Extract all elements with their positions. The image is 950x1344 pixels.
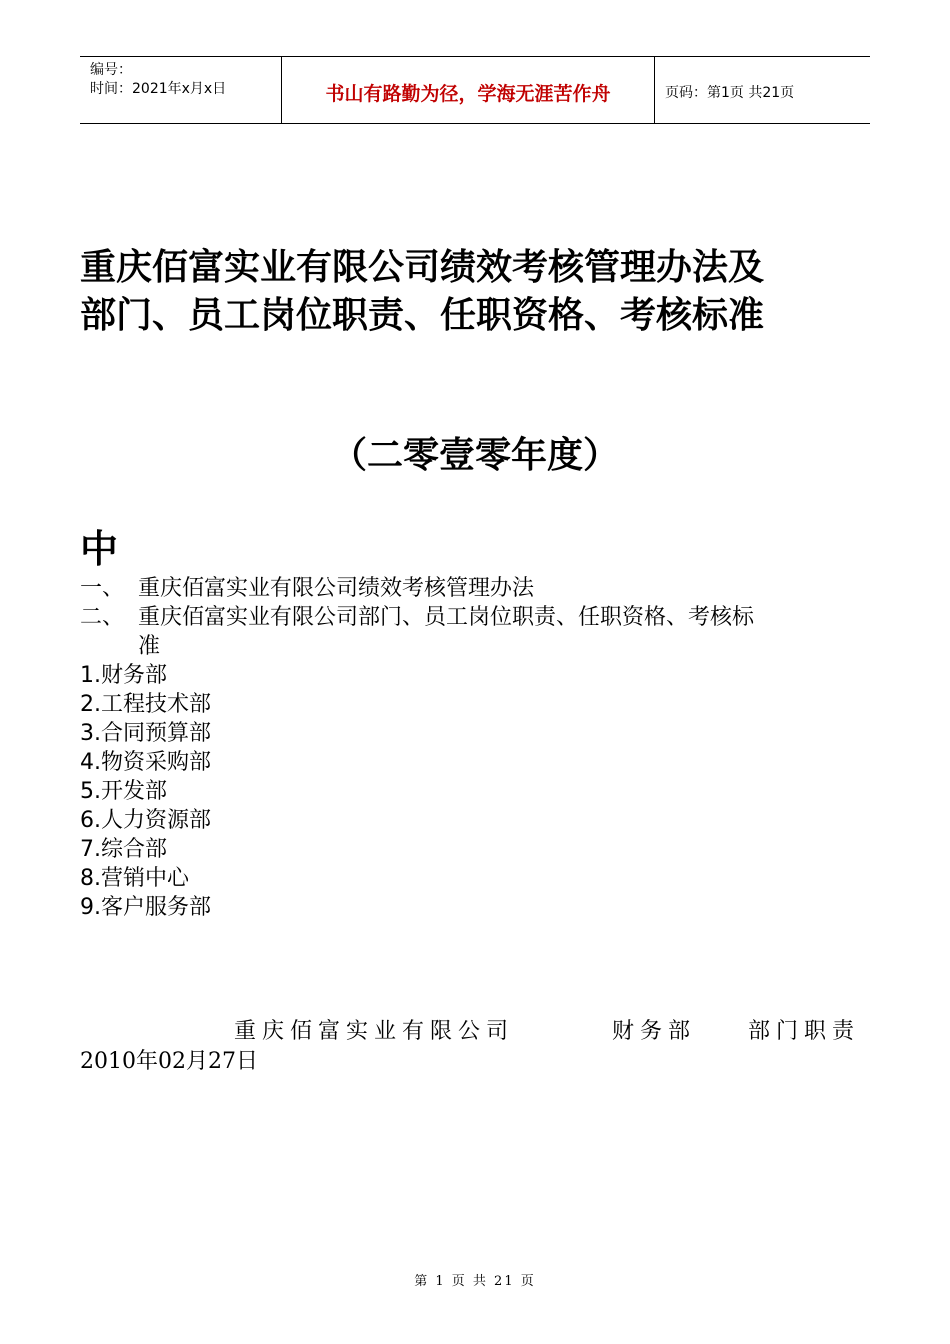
section-heading-char: 中 [80, 527, 119, 571]
department-item: 8.营销中心 [80, 866, 189, 891]
document-title-line-1: 重庆佰富实业有限公司绩效考核管理办法及 [80, 247, 765, 288]
department-item: 2.工程技术部 [80, 692, 211, 717]
header-motto: 书山有路勤为径，学海无涯苦作舟 [281, 57, 655, 123]
toc-item-2-marker: 二、 [80, 605, 125, 630]
toc-item-2-text: 重庆佰富实业有限公司部门、员工岗位职责、任职资格、考核标 [138, 605, 755, 630]
department-item: 7.综合部 [80, 837, 167, 862]
signature-company: 重庆佰富实业有限公司 [234, 1019, 515, 1044]
document-year: （二零壹零年度） [330, 435, 619, 476]
toc-item-1 [80, 574, 880, 603]
toc-item-1-text: 重庆佰富实业有限公司绩效考核管理办法 [138, 576, 535, 601]
document-number-label: 编号： [90, 62, 132, 78]
department-item: 5.开发部 [80, 779, 167, 804]
document-time-label: 时间：2021年x月x日 [90, 81, 227, 97]
department-item: 4.物资采购部 [80, 750, 211, 775]
toc-item-2-continuation: 准 [138, 634, 161, 659]
department-item: 3.合同预算部 [80, 721, 211, 746]
header-meta [80, 57, 281, 123]
page-header [80, 56, 870, 124]
document-date: 2010年02月27日 [80, 1049, 258, 1074]
header-page-info: 页码：第1页 共21页 [665, 85, 795, 101]
department-item: 9.客户服务部 [80, 895, 211, 920]
toc-item-2 [80, 603, 880, 632]
toc-item-1-marker: 一、 [80, 576, 125, 601]
department-item: 6.人力资源部 [80, 808, 211, 833]
signature-department: 财务部 [612, 1019, 697, 1044]
document-title-line-2: 部门、员工岗位职责、任职资格、考核标准 [80, 295, 765, 336]
department-item: 1.财务部 [80, 663, 167, 688]
page-footer: 第 1 页 共 21 页 [414, 1274, 536, 1289]
signature-doc-type: 部门职责 [748, 1019, 861, 1044]
